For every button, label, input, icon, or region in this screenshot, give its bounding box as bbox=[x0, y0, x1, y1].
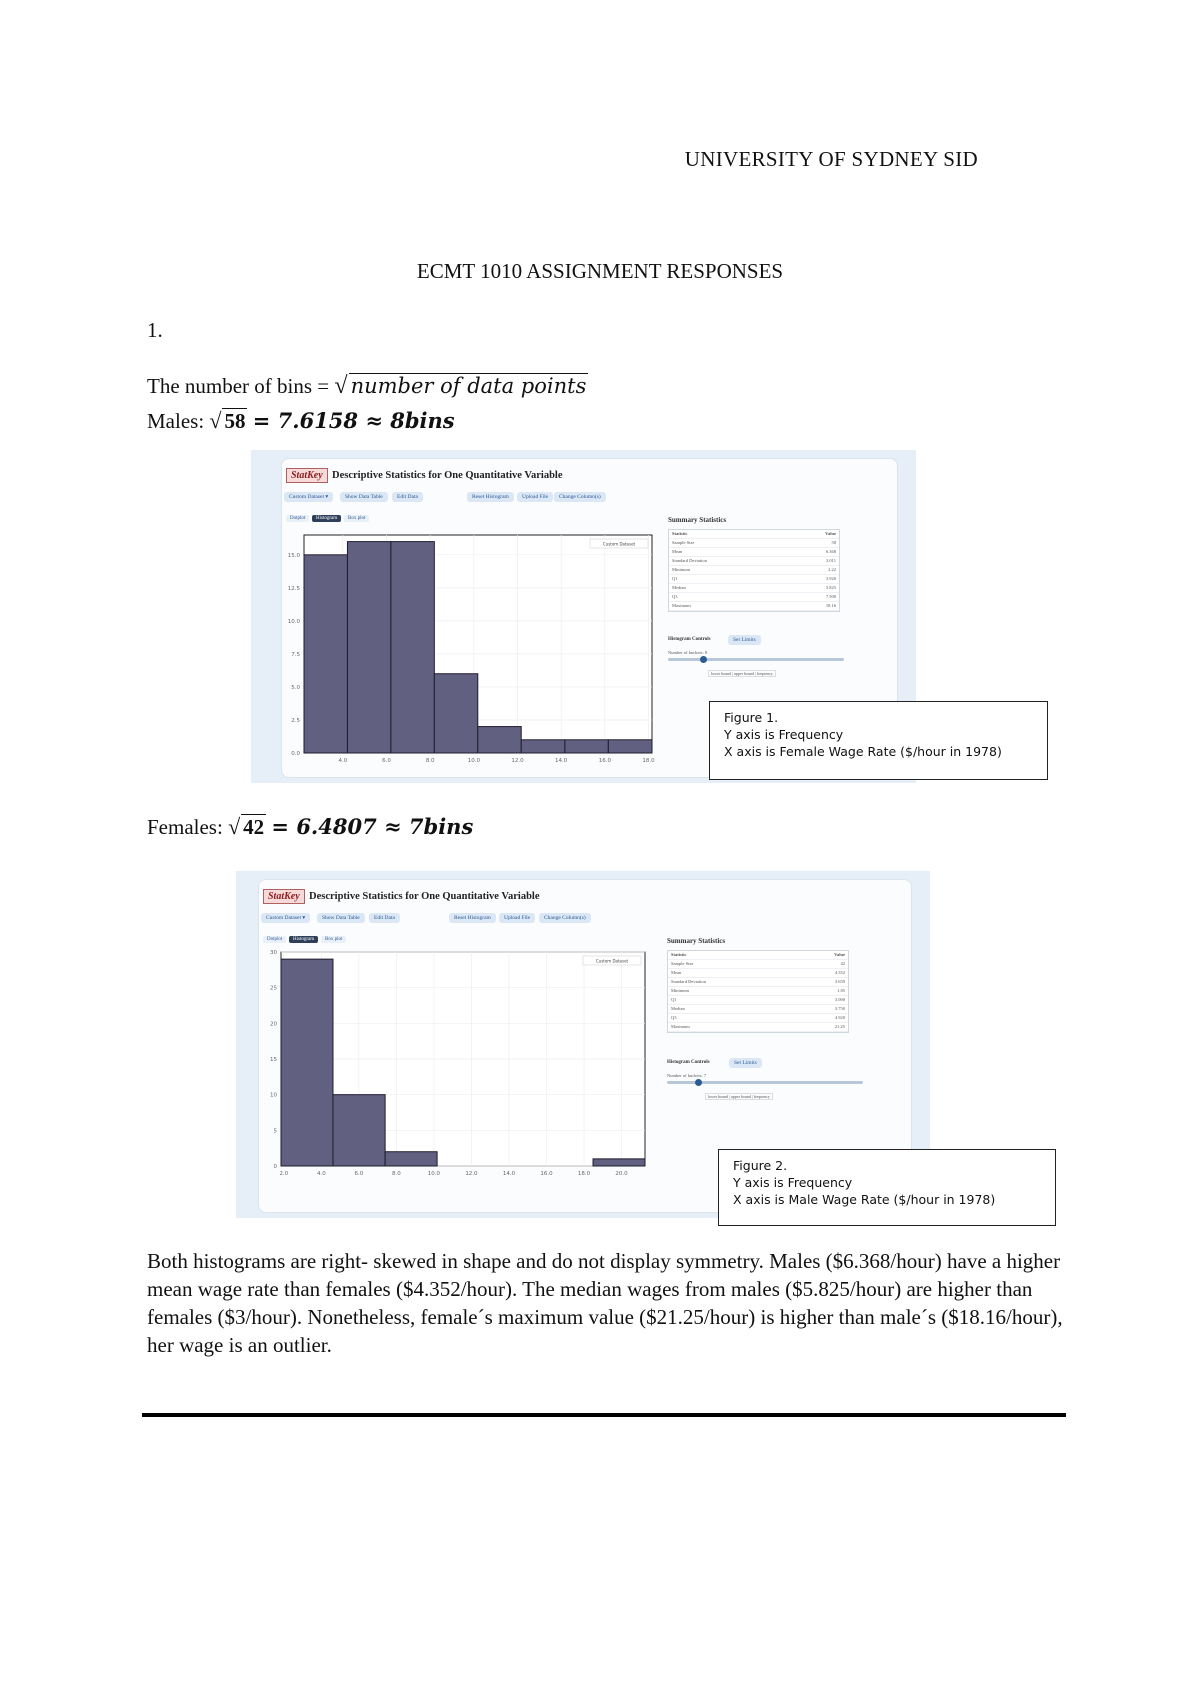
legend-label: Custom Dataset bbox=[602, 541, 636, 547]
stat-value: 3.920 bbox=[825, 576, 836, 581]
histogram-bar bbox=[593, 1159, 645, 1166]
y-tick-label: 7.5 bbox=[291, 651, 300, 658]
stats-row bbox=[668, 1014, 848, 1023]
males-radicand: 58 bbox=[224, 409, 246, 433]
stat-name: Median bbox=[671, 1006, 685, 1011]
stat-name: Q1 bbox=[671, 997, 677, 1002]
y-tick-label: 0 bbox=[273, 1164, 277, 1170]
university-sid-header: UNIVERSITY OF SYDNEY SID bbox=[684, 147, 978, 171]
stats-row bbox=[669, 593, 839, 602]
y-tick-label: 15.0 bbox=[287, 552, 300, 559]
tab-dotplot[interactable]: Dotplot bbox=[286, 515, 309, 522]
y-tick-label: 25 bbox=[270, 985, 277, 992]
histogram-bar bbox=[391, 542, 434, 753]
histogram-bar bbox=[304, 555, 347, 753]
stats-header-statistic: Statistic bbox=[671, 952, 687, 957]
x-tick-label: 2.0 bbox=[279, 1171, 289, 1177]
upload-file-button[interactable]: Upload File bbox=[517, 492, 553, 502]
change-columns-button[interactable]: Change Column(s) bbox=[539, 913, 591, 923]
figure2-slider-knob[interactable] bbox=[695, 1079, 702, 1086]
stat-value: 6.368 bbox=[825, 549, 836, 554]
stat-value: 58 bbox=[831, 540, 836, 545]
x-tick-label: 4.0 bbox=[338, 758, 348, 764]
stat-value: 3.750 bbox=[834, 1006, 845, 1011]
x-tick-label: 18.0 bbox=[577, 1171, 591, 1177]
figure1-caption-line2: Y axis is Frequency bbox=[724, 727, 844, 742]
stat-value: 1.85 bbox=[837, 988, 845, 993]
stats-row bbox=[669, 602, 839, 611]
stat-value: 3.000 bbox=[834, 997, 845, 1002]
y-tick-label: 5 bbox=[273, 1128, 277, 1135]
stats-row bbox=[668, 1005, 848, 1014]
set-limits-button[interactable]: Set Limits bbox=[729, 1058, 762, 1068]
stats-row bbox=[669, 575, 839, 584]
stats-row bbox=[668, 978, 848, 987]
summary-statistics-title: Summary Statistics bbox=[667, 937, 726, 945]
show-data-table-button[interactable]: Show Data Table bbox=[317, 913, 365, 923]
stat-value: 5.825 bbox=[825, 585, 836, 590]
histogram-bar bbox=[281, 959, 333, 1166]
statkey-logo: StatKey bbox=[263, 889, 305, 904]
figure1-summary-table bbox=[668, 529, 840, 612]
stat-name: Q3 bbox=[671, 1015, 677, 1020]
stat-name: Standard Deviation bbox=[672, 558, 707, 563]
x-tick-label: 18.0 bbox=[642, 758, 655, 764]
y-tick-label: 20 bbox=[270, 1021, 277, 1028]
females-radicand: 42 bbox=[243, 815, 265, 839]
stat-value: 18.16 bbox=[825, 603, 836, 608]
stat-value: 4.920 bbox=[834, 1015, 845, 1020]
males-label: Males: bbox=[147, 409, 205, 433]
histogram-bar bbox=[608, 740, 652, 753]
figure2-caption-line3: X axis is Male Wage Rate ($/hour in 1978) bbox=[733, 1192, 996, 1207]
y-tick-label: 10.0 bbox=[287, 618, 300, 625]
custom-dataset-button[interactable]: Custom Dataset ▾ bbox=[261, 913, 310, 923]
y-tick-label: 0.0 bbox=[291, 751, 300, 757]
figure2-histogram bbox=[259, 946, 659, 1204]
x-tick-label: 12.0 bbox=[465, 1171, 478, 1177]
figure2-caption bbox=[718, 1149, 1056, 1226]
x-tick-label: 14.0 bbox=[502, 1171, 516, 1177]
tab-boxplot[interactable]: Box plot bbox=[321, 936, 346, 943]
females-equation: Females: √ 42 = 6.4807 ≈ 7bins bbox=[147, 814, 474, 839]
x-tick-label: 4.0 bbox=[316, 1171, 326, 1177]
females-result: = 6.4807 ≈ 7bins bbox=[271, 814, 474, 839]
stat-name: Maximum bbox=[672, 603, 691, 608]
stats-row bbox=[669, 539, 839, 548]
histogram-controls-label: Histogram Controls bbox=[668, 637, 711, 642]
y-tick-label: 12.5 bbox=[287, 585, 300, 592]
edit-data-button[interactable]: Edit Data bbox=[392, 492, 423, 502]
edit-data-button[interactable]: Edit Data bbox=[369, 913, 400, 923]
x-tick-label: 6.0 bbox=[354, 1171, 364, 1177]
males-result: = 7.6158 ≈ 8bins bbox=[252, 408, 455, 433]
figure1-buckets-label: Number of buckets: 8 bbox=[668, 650, 708, 655]
stat-name: Mean bbox=[672, 549, 683, 554]
x-tick-label: 16.0 bbox=[598, 758, 611, 764]
stats-header-row bbox=[669, 530, 839, 539]
x-tick-label: 16.0 bbox=[540, 1171, 553, 1177]
histogram-bar bbox=[333, 1095, 385, 1166]
tab-histogram[interactable]: Histogram bbox=[312, 515, 341, 522]
y-tick-label: 15 bbox=[270, 1057, 277, 1063]
figure2-buckets-label: Number of buckets: 7 bbox=[667, 1073, 707, 1078]
stat-name: Minimum bbox=[671, 988, 690, 993]
histogram-bar bbox=[521, 740, 565, 753]
histogram-bar bbox=[347, 542, 390, 753]
stat-name: Minimum bbox=[672, 567, 691, 572]
x-tick-label: 14.0 bbox=[555, 758, 568, 764]
frequency-header: frequency bbox=[753, 1094, 770, 1099]
figure2-caption-line1: Figure 2. bbox=[733, 1158, 788, 1173]
histogram-bar bbox=[385, 1152, 437, 1166]
bins-formula-radicand: number of data points bbox=[350, 374, 587, 398]
figure1-bucket-slider[interactable] bbox=[668, 658, 844, 661]
figure2-caption-line2: Y axis is Frequency bbox=[733, 1175, 853, 1190]
question-number: 1. bbox=[147, 318, 163, 342]
figure1-slider-knob[interactable] bbox=[700, 656, 707, 663]
bins-formula: The number of bins = √ number of data points bbox=[147, 373, 587, 399]
stat-name: Q3 bbox=[672, 594, 678, 599]
stats-row bbox=[668, 987, 848, 996]
stat-name: Median bbox=[672, 585, 686, 590]
figure1-caption bbox=[709, 701, 1048, 780]
figure1-bounds-header: lower bound | upper bound | frequency bbox=[708, 670, 776, 677]
stats-row bbox=[669, 584, 839, 593]
histogram-bar bbox=[434, 674, 477, 753]
tab-dotplot[interactable]: Dotplot bbox=[263, 936, 286, 943]
upload-file-button[interactable]: Upload File bbox=[499, 913, 535, 923]
females-label: Females: bbox=[147, 815, 223, 839]
stat-name: Q1 bbox=[672, 576, 678, 581]
lower-bound-header: lower bound bbox=[711, 671, 732, 676]
x-tick-label: 10.0 bbox=[467, 758, 480, 764]
upper-bound-header: upper bound bbox=[730, 1094, 752, 1099]
tab-histogram[interactable]: Histogram bbox=[289, 936, 318, 943]
stats-row bbox=[668, 1023, 848, 1032]
y-tick-label: 10 bbox=[270, 1092, 277, 1099]
stat-value: 3.659 bbox=[834, 979, 845, 984]
stat-value: 4.352 bbox=[834, 970, 845, 975]
reset-histogram-button[interactable]: Reset Histogram bbox=[449, 913, 496, 923]
stat-name: Standard Deviation bbox=[671, 979, 706, 984]
app-title: Descriptive Statistics for One Quantitative Variable bbox=[309, 891, 540, 902]
change-columns-button[interactable]: Change Column(s) bbox=[554, 492, 606, 502]
upper-bound-header: upper bound bbox=[733, 671, 755, 676]
stat-value: 2.22 bbox=[828, 567, 836, 572]
app-title: Descriptive Statistics for One Quantitative Variable bbox=[332, 470, 563, 481]
document-title: ECMT 1010 ASSIGNMENT RESPONSES bbox=[416, 259, 784, 283]
reset-histogram-button[interactable]: Reset Histogram bbox=[467, 492, 514, 502]
histogram-bar bbox=[478, 727, 521, 753]
stats-header-value: Value bbox=[825, 531, 836, 536]
males-equation: Males: √ 58 = 7.6158 ≈ 8bins bbox=[147, 408, 455, 433]
x-tick-label: 12.0 bbox=[511, 758, 524, 764]
figure2-summary-table bbox=[667, 950, 849, 1033]
stats-row bbox=[669, 548, 839, 557]
stat-name: Sample Size bbox=[672, 540, 695, 545]
x-tick-label: 6.0 bbox=[382, 758, 391, 764]
x-tick-label: 10.0 bbox=[427, 1171, 441, 1177]
y-tick-label: 30 bbox=[270, 950, 277, 956]
lower-bound-header: lower bound bbox=[708, 1094, 729, 1099]
histogram-controls-label: Histogram Controls bbox=[667, 1060, 710, 1065]
stats-header-row bbox=[668, 951, 848, 960]
y-tick-label: 2.5 bbox=[291, 717, 300, 724]
legend-label: Custom Dataset bbox=[595, 958, 629, 964]
figure1-caption-line1: Figure 1. bbox=[724, 710, 779, 725]
custom-dataset-button[interactable]: Custom Dataset ▾ bbox=[284, 492, 333, 502]
stats-row bbox=[668, 996, 848, 1005]
stats-header-value: Value bbox=[834, 952, 845, 957]
set-limits-button[interactable]: Set Limits bbox=[728, 635, 761, 645]
horizontal-rule bbox=[142, 1413, 1066, 1417]
stat-name: Mean bbox=[671, 970, 682, 975]
stats-row bbox=[668, 969, 848, 978]
summary-statistics-title: Summary Statistics bbox=[668, 516, 727, 524]
figure1-caption-line3: X axis is Female Wage Rate ($/hour in 1978) bbox=[724, 744, 1002, 759]
x-tick-label: 8.0 bbox=[425, 758, 435, 764]
figure2-bounds-header: lower bound | upper bound | frequency bbox=[705, 1093, 773, 1100]
stats-header-statistic: Statistic bbox=[672, 531, 688, 536]
stat-value: 42 bbox=[840, 961, 845, 966]
stat-value: 21.25 bbox=[834, 1024, 845, 1029]
figure1-histogram bbox=[282, 527, 662, 767]
stat-name: Maximum bbox=[671, 1024, 690, 1029]
frequency-header: frequency bbox=[756, 671, 773, 676]
histogram-bar bbox=[565, 740, 608, 753]
stat-value: 7.500 bbox=[825, 594, 836, 599]
y-tick-label: 5.0 bbox=[291, 684, 300, 691]
stats-row bbox=[669, 566, 839, 575]
show-data-table-button[interactable]: Show Data Table bbox=[340, 492, 388, 502]
x-tick-label: 20.0 bbox=[615, 1171, 628, 1177]
statkey-logo: StatKey bbox=[286, 468, 328, 483]
stats-row bbox=[669, 557, 839, 566]
stat-name: Sample Size bbox=[671, 961, 694, 966]
stats-row bbox=[668, 960, 848, 969]
stat-value: 3.011 bbox=[826, 558, 836, 563]
bins-formula-lead: The number of bins = bbox=[147, 374, 330, 398]
x-tick-label: 8.0 bbox=[392, 1171, 401, 1177]
tab-boxplot[interactable]: Box plot bbox=[344, 515, 369, 522]
conclusion-paragraph: Both histograms are right- skewed in shape and do not display symmetry. Males ($6.368/hour) have a higher mean wage rate than females ($4.352/hour). The median wages from males ($5.825/hour) are higher than females ($3/hour). Nonetheless, female´s maximum value ($21.25/hour) is higher than male´s ($18.16/hour), her wage is an outlier. bbox=[147, 1249, 1063, 1357]
